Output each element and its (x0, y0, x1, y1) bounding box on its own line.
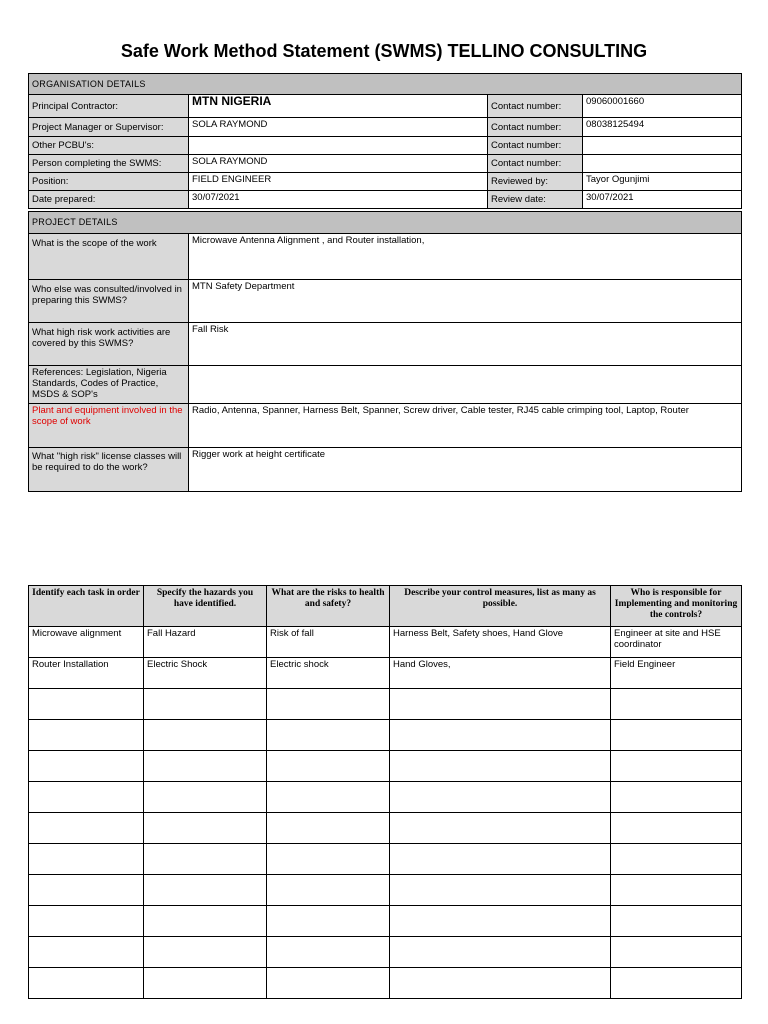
position-field[interactable]: FIELD ENGINEER (189, 173, 488, 191)
person-completing-label: Person completing the SWMS: (29, 155, 189, 173)
risk-cell[interactable] (267, 782, 390, 813)
task-cell[interactable] (29, 813, 144, 844)
license-classes-label: What "high risk" license classes will be required to do the work? (29, 448, 189, 492)
hazard-cell[interactable] (144, 751, 267, 782)
table-row (29, 906, 742, 937)
table-row (29, 689, 742, 720)
column-header-risks: What are the risks to health and safety? (267, 586, 390, 627)
hazard-cell[interactable]: Fall Hazard (144, 627, 267, 658)
consulted-label: Who else was consulted/involved in preparing this SWMS? (29, 280, 189, 323)
plant-equipment-label: Plant and equipment involved in the scope of work (29, 404, 189, 448)
responsible-cell[interactable]: Engineer at site and HSE coordinator (611, 627, 742, 658)
high-risk-activities-label: What high risk work activities are covered by this SWMS? (29, 323, 189, 366)
principal-contractor-label: Principal Contractor: (29, 95, 189, 118)
hazard-cell[interactable] (144, 906, 267, 937)
column-header-responsible: Who is responsible for Implementing and monitoring the controls? (611, 586, 742, 627)
column-header-task: Identify each task in order (29, 586, 144, 627)
hazard-cell[interactable] (144, 782, 267, 813)
contact-number-label: Contact number: (488, 118, 583, 137)
contact-number-field[interactable] (583, 155, 742, 173)
consulted-field[interactable]: MTN Safety Department (189, 280, 742, 323)
task-cell[interactable]: Microwave alignment (29, 627, 144, 658)
reviewed-by-label: Reviewed by: (488, 173, 583, 191)
table-row (29, 782, 742, 813)
control-cell[interactable] (390, 813, 611, 844)
control-cell[interactable] (390, 720, 611, 751)
risk-cell[interactable] (267, 751, 390, 782)
responsible-cell[interactable] (611, 782, 742, 813)
task-cell[interactable] (29, 906, 144, 937)
hazard-cell[interactable] (144, 968, 267, 999)
references-label: References: Legislation, Nigeria Standards, Codes of Practice, MSDS & SOP's (29, 366, 189, 404)
review-date-label: Review date: (488, 191, 583, 209)
project-manager-label: Project Manager or Supervisor: (29, 118, 189, 137)
hazard-cell[interactable] (144, 875, 267, 906)
table-row (29, 875, 742, 906)
contact-number-label: Contact number: (488, 155, 583, 173)
table-row (29, 813, 742, 844)
hazard-cell[interactable]: Electric Shock (144, 658, 267, 689)
control-cell[interactable] (390, 937, 611, 968)
control-cell[interactable]: Hand Gloves, (390, 658, 611, 689)
task-cell[interactable] (29, 968, 144, 999)
person-completing-field[interactable]: SOLA RAYMOND (189, 155, 488, 173)
task-cell[interactable] (29, 751, 144, 782)
risk-cell[interactable] (267, 875, 390, 906)
responsible-cell[interactable] (611, 875, 742, 906)
position-label: Position: (29, 173, 189, 191)
responsible-cell[interactable] (611, 968, 742, 999)
responsible-cell[interactable] (611, 689, 742, 720)
hazard-cell[interactable] (144, 844, 267, 875)
control-cell[interactable]: Harness Belt, Safety shoes, Hand Glove (390, 627, 611, 658)
project-details-table (28, 211, 742, 492)
risk-cell[interactable] (267, 813, 390, 844)
scope-field[interactable]: Microwave Antenna Alignment , and Router installation, (189, 234, 742, 280)
table-row (29, 658, 742, 689)
task-cell[interactable] (29, 720, 144, 751)
contact-number-field[interactable]: 09060001660 (583, 95, 742, 118)
high-risk-activities-field[interactable]: Fall Risk (189, 323, 742, 366)
task-cell[interactable] (29, 782, 144, 813)
risk-cell[interactable]: Electric shock (267, 658, 390, 689)
table-row (29, 627, 742, 658)
task-cell[interactable] (29, 844, 144, 875)
task-cell[interactable] (29, 937, 144, 968)
responsible-cell[interactable] (611, 937, 742, 968)
hazard-cell[interactable] (144, 937, 267, 968)
other-pcbu-label: Other PCBU's: (29, 137, 189, 155)
task-cell[interactable] (29, 689, 144, 720)
risk-cell[interactable] (267, 720, 390, 751)
column-header-hazards: Specify the hazards you have identified. (144, 586, 267, 627)
risk-cell[interactable]: Risk of fall (267, 627, 390, 658)
other-pcbu-field[interactable] (189, 137, 488, 155)
risk-cell[interactable] (267, 968, 390, 999)
table-row (29, 968, 742, 999)
hazard-cell[interactable] (144, 689, 267, 720)
organisation-details-table (28, 73, 742, 209)
date-prepared-label: Date prepared: (29, 191, 189, 209)
contact-number-label: Contact number: (488, 137, 583, 155)
date-prepared-field[interactable]: 30/07/2021 (189, 191, 488, 209)
reviewed-by-field[interactable]: Tayor Ogunjimi (583, 173, 742, 191)
contact-number-label: Contact number: (488, 95, 583, 118)
responsible-cell[interactable] (611, 844, 742, 875)
control-cell[interactable] (390, 906, 611, 937)
hazard-cell[interactable] (144, 720, 267, 751)
task-cell[interactable]: Router Installation (29, 658, 144, 689)
control-cell[interactable] (390, 844, 611, 875)
plant-equipment-field[interactable]: Radio, Antenna, Spanner, Harness Belt, Spanner, Screw driver, Cable tester, RJ45 cable crimping tool, Laptop, Router (189, 404, 742, 448)
table-row (29, 937, 742, 968)
license-classes-field[interactable]: Rigger work at height certificate (189, 448, 742, 492)
control-cell[interactable] (390, 782, 611, 813)
risk-cell[interactable] (267, 906, 390, 937)
table-row (29, 844, 742, 875)
document-title: Safe Work Method Statement (SWMS) TELLINO CONSULTING (120, 41, 648, 61)
hazard-cell[interactable] (144, 813, 267, 844)
project-manager-field[interactable]: SOLA RAYMOND (189, 118, 488, 137)
principal-contractor-field[interactable]: MTN NIGERIA (189, 95, 488, 118)
control-cell[interactable] (390, 751, 611, 782)
task-hazard-table (28, 585, 742, 999)
risk-cell[interactable] (267, 844, 390, 875)
task-cell[interactable] (29, 875, 144, 906)
contact-number-field[interactable] (583, 137, 742, 155)
control-cell[interactable] (390, 968, 611, 999)
column-header-controls: Describe your control measures, list as many as possible. (390, 586, 611, 627)
table-row (29, 751, 742, 782)
organisation-section-header: ORGANISATION DETAILS (29, 74, 742, 95)
responsible-cell[interactable] (611, 751, 742, 782)
scope-label: What is the scope of the work (29, 234, 189, 280)
responsible-cell[interactable] (611, 813, 742, 844)
contact-number-field[interactable]: 08038125494 (583, 118, 742, 137)
risk-cell[interactable] (267, 689, 390, 720)
responsible-cell[interactable] (611, 720, 742, 751)
review-date-field[interactable]: 30/07/2021 (583, 191, 742, 209)
control-cell[interactable] (390, 875, 611, 906)
responsible-cell[interactable] (611, 906, 742, 937)
risk-cell[interactable] (267, 937, 390, 968)
responsible-cell[interactable]: Field Engineer (611, 658, 742, 689)
references-field[interactable] (189, 366, 742, 404)
table-row (29, 720, 742, 751)
project-section-header: PROJECT DETAILS (29, 212, 742, 234)
control-cell[interactable] (390, 689, 611, 720)
